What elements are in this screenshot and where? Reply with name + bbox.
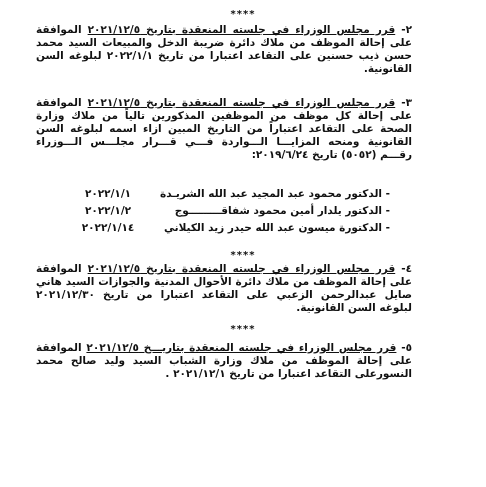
decision-intro: قرر مجلس الوزراء في جلسته المنعقدة بتاريـــخ ٢٠٢١/١٢/٥ [86, 342, 397, 354]
list-item [70, 203, 390, 220]
decision-intro: قرر مجلس الوزراء في جلسته المنعقدة بتاريخ ٢٠٢١/١٢/٥ [87, 97, 396, 109]
decision-body: الموافقة على إحالة الموظف من ملاك وزارة الشباب السيد وليد صالح محمد النسورعلى التقاعد اعتبارا من تاريخ ٢٠٢١/١٢/١ . [36, 342, 412, 380]
list-item [70, 220, 390, 237]
decision-number: ٤- [401, 263, 413, 275]
decision-body: الموافقة على إحالة كل موظف من الموظفين المذكورين تالياً من ملاك وزارة الصحة على التقاعد اعتباراً من التاريخ المبين ازاء اسمه لبلوغه السن القانونية ومنحه المزايـــا الـــواردة فـــي قـــرار مجلـــس الـــوزراء رقـــم (٥٠٥٢) تاريخ ٢٠١٩/٦/٢٤: [36, 97, 412, 161]
retiree-name: - الدكتور محمود عبد المجيد عبد الله الشريـدة [160, 188, 390, 200]
decision-body: الموافقة على إحالة الموظف من ملاك دائرة الأحوال المدنية والجوازات السيد هاني صايل عبدالرحمن الزعبي على التقاعد اعتبارا من تاريخ ٢٠٢١/١٢/٣٠ لبلوغه السن القانونية. [36, 263, 412, 314]
retiree-name: - الدكتور يلدار أمين محمود شفاقـــــــــوج [174, 205, 390, 217]
decision-4 [36, 263, 412, 315]
retiree-name: - الدكتورة ميسون عبد الله حيدر زيد الكيلاني [164, 222, 390, 234]
decision-number: ٢- [401, 24, 413, 36]
decision-5 [36, 342, 412, 381]
list-item [70, 186, 390, 203]
decision-3 [36, 97, 412, 162]
retiree-date: ٢٠٢٢/١/١ [84, 188, 132, 200]
decision-body: الموافقة على إحالة الموظف من ملاك دائرة ضريبة الدخل والمبيعات السيد محمد حسن ذيب حسنين على التقاعد اعتبارا من تاريخ ٢٠٢٢/١/١ لبلوغه السن القانونية. [36, 24, 412, 75]
decision-2 [36, 24, 412, 76]
retiree-date: ٢٠٢٢/١/١٤ [81, 222, 135, 234]
separator-stars: **** [230, 324, 256, 335]
decision-intro: قرر مجلس الوزراء في جلسته المنعقدة بتاريخ ٢٠٢١/١٢/٥ [87, 263, 396, 275]
decision-number: ٥- [401, 342, 413, 354]
decision-number: ٣- [401, 97, 413, 109]
retiree-date: ٢٠٢٢/١/٢ [84, 205, 132, 217]
retirees-list [70, 186, 390, 237]
decision-intro: قرر مجلس الوزراء في جلسته المنعقدة بتاريخ ٢٠٢١/١٢/٥ [87, 24, 396, 36]
separator-stars: **** [230, 9, 256, 20]
separator-stars: **** [230, 250, 256, 261]
